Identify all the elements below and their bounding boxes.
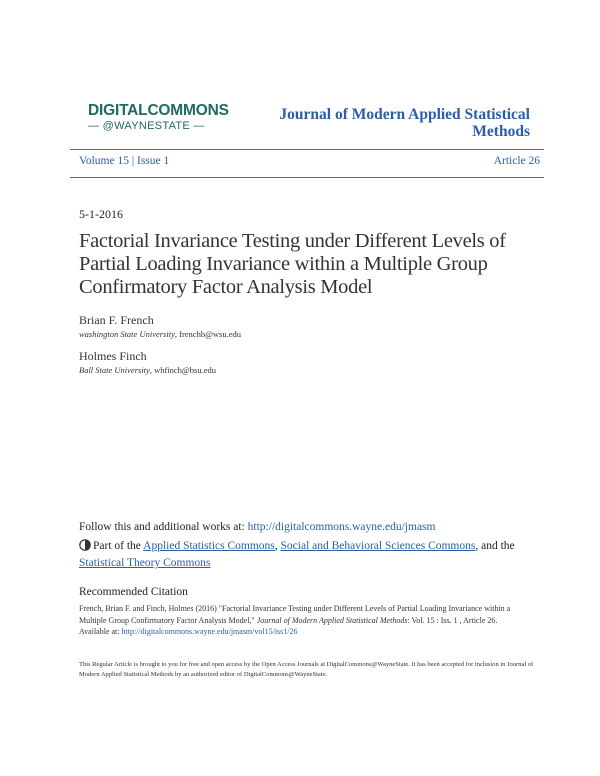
citation-journal: Journal of Modern Applied Statistical Methods	[256, 615, 408, 625]
citation-body: French, Brian F. and Finch, Holmes (2016) "Factorial Invariance Testing under Different Levels of Partial Loading Invariance within a Multiple Group Confirmatory Factor Analysis Model,"	[79, 604, 511, 625]
author-email[interactable]: , frenchb@wsu.edu	[174, 329, 241, 339]
divider-bottom	[70, 177, 544, 178]
author-block-1	[79, 313, 241, 339]
logo-wordmark: DIGITALCOMMONS	[88, 102, 229, 119]
part-of-line	[79, 539, 539, 571]
applied-statistics-commons-link[interactable]: Applied Statistics Commons	[143, 540, 275, 552]
follow-label: Follow this and additional works at:	[79, 521, 248, 533]
divider-top	[70, 149, 544, 150]
affiliation-institution: Ball State University	[79, 365, 150, 375]
digitalcommons-logo[interactable]	[88, 103, 228, 133]
part-of-prefix: Part of the	[93, 540, 144, 552]
journal-title-line1: Journal of Modern Applied Statistical	[279, 106, 530, 123]
author-affiliation	[79, 365, 216, 375]
follow-line	[79, 521, 435, 533]
part-of-separator: ,	[274, 540, 281, 552]
citation-url-link[interactable]: http://digitalcommons.wayne.edu/jmasm/vol15/iss1/26	[121, 627, 298, 636]
statistical-theory-commons-link[interactable]: Statistical Theory Commons	[79, 557, 211, 569]
author-email[interactable]: , whfinch@bsu.edu	[149, 365, 216, 375]
citation-available-label: Available at:	[79, 627, 122, 636]
citation-text	[79, 603, 539, 638]
access-notice: This Regular Article is brought to you for free and open access by the Open Access Journals at DigitalCommons@WayneState. It has been accepted for inclusion in Journal of Modern Applied Statistical Methods by an authorized editor of DigitalCommons@WayneState.	[79, 661, 534, 678]
part-of-separator: , and the	[475, 540, 515, 552]
publication-date: 5-1-2016	[79, 207, 123, 221]
author-block-2	[79, 349, 216, 375]
citation-volume: : Vol. 15 : Iss. 1 , Article 26.	[407, 615, 498, 625]
journal-title-line2: Methods	[472, 123, 530, 140]
volume-issue-link[interactable]: Volume 15 | Issue 1	[79, 155, 170, 167]
article-number-link[interactable]: Article 26	[493, 155, 540, 167]
social-behavioral-sciences-commons-link[interactable]: Social and Behavioral Sciences Commons	[280, 540, 476, 552]
author-name: Brian F. French	[79, 313, 154, 327]
affiliation-institution: washington State University	[79, 329, 175, 339]
logo-subtitle: — @WAYNESTATE —	[88, 120, 205, 132]
journal-title[interactable]	[279, 106, 530, 140]
author-affiliation	[79, 329, 241, 339]
network-icon	[79, 539, 91, 556]
article-title: Factorial Invariance Testing under Different Levels of Partial Loading Invariance within a Multiple Group Confirmatory Factor Analysis Model	[79, 230, 506, 298]
author-name: Holmes Finch	[79, 349, 147, 363]
follow-url-link[interactable]: http://digitalcommons.wayne.edu/jmasm	[247, 521, 436, 533]
recommended-citation-heading: Recommended Citation	[79, 586, 188, 598]
